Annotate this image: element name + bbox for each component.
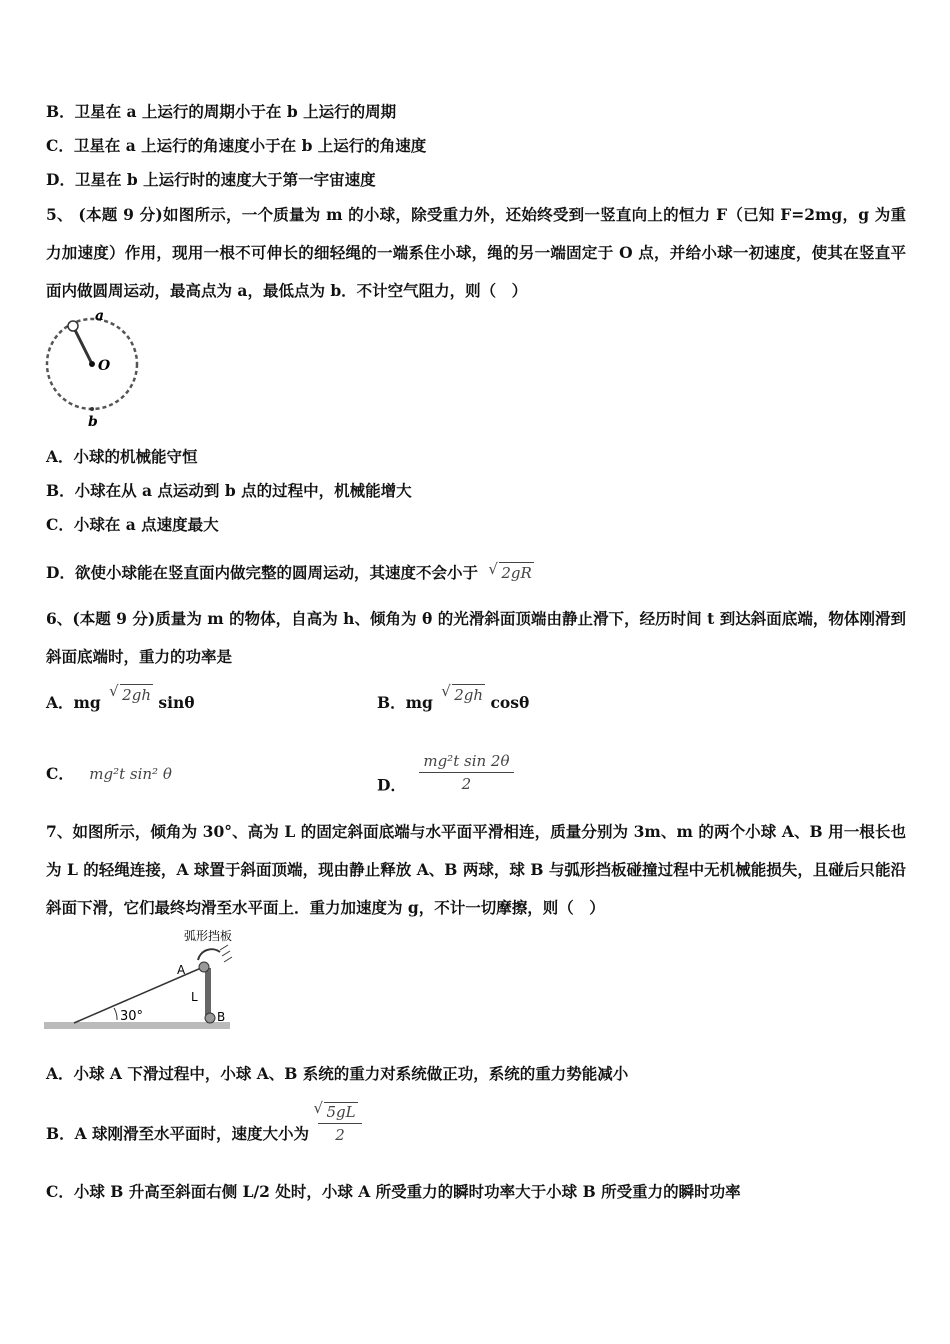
q5-ball [68, 321, 78, 331]
q6-option-d [377, 752, 514, 805]
q5-pivot [89, 361, 95, 367]
q5-option-c: C．小球在 a 点速度最大 [46, 515, 219, 534]
q6-option-c-label: C． [46, 764, 74, 783]
q7-baffle-hatch [224, 957, 232, 962]
q6-option-d-den: 2 [461, 775, 472, 793]
q6-option-d-num: mg²t sin 2θ [419, 752, 513, 773]
q4-option-d: D．卫星在 b 上运行时的速度大于第一宇宙速度 [46, 170, 376, 189]
q5-option-b: B．小球在从 a 点运动到 b 点的过程中，机械能增大 [46, 481, 412, 500]
q6-option-c [46, 764, 172, 784]
q4-option-c: C．卫星在 a 上运行的角速度小于在 b 上运行的角速度 [46, 136, 427, 155]
q7-ball-b [205, 1013, 215, 1023]
q6-option-a-sqrt: √ 2gh [120, 684, 153, 705]
q7-baffle [198, 949, 220, 960]
q7-baffle-hatch [220, 945, 228, 950]
q6-option-b-label: B．mg [377, 693, 433, 712]
q6-option-a [46, 686, 195, 713]
q7-option-b-den: 2 [335, 1126, 345, 1144]
q6-option-b-sqrt: √ 2gh [452, 684, 485, 705]
q5-option-d-expr: √ 2gR [499, 562, 533, 583]
q6-option-d-label: D． [377, 775, 406, 795]
q7-label-angle: 30° [120, 1009, 144, 1024]
q7-option-c: C．小球 B 升高至斜面右侧 L/2 处时，小球 A 所受重力的瞬时功率大于小球 B 所受重力的瞬时功率 [46, 1182, 741, 1201]
q7-option-a: A．小球 A 下滑过程中，小球 A、B 系统的重力对系统做正功，系统的重力势能减小 [46, 1064, 629, 1083]
q5-string [73, 326, 92, 364]
q7-incline-figure [44, 924, 244, 1036]
q7-option-b-num: √ 5gL [324, 1102, 357, 1121]
q7-label-l: L [191, 990, 198, 1004]
q7-stem: 7、如图所示，倾角为 30°、高为 L 的固定斜面底端与水平面平滑相连，质量分别为 3m、m 的两个小球 A、B 用一根长也为 L 的轻绳连接，A 球置于斜面顶端，现由静止释放 A、B 两球，球 B 与弧形挡板碰撞过程中无机械能损失，且碰后只能沿斜面下滑，它们最终均滑至水平面上．重力加速度为 g，不计一切摩擦，则（ ） [46, 822, 906, 917]
q6-option-c-expr: mg²t sin² θ [89, 765, 172, 783]
q5-label-b: b [88, 414, 98, 430]
q7-label-b: B [217, 1010, 226, 1024]
q5-option-d-text: D．欲使小球能在竖直面内做完整的圆周运动，其速度不会小于 [46, 563, 478, 582]
q6-option-a-label: A．mg [46, 693, 101, 712]
q4-option-b: B．卫星在 a 上运行的周期小于在 b 上运行的周期 [46, 102, 397, 121]
q5-option-d [46, 562, 534, 583]
q6-option-a-tail: sinθ [158, 693, 195, 712]
q7-option-b-text: B．A 球刚滑至水平面时，速度大小为 [46, 1124, 310, 1143]
q5-point-b [90, 407, 94, 411]
q5-stem: 5、 (本题 9 分)如图所示，一个质量为 m 的小球，除受重力外，还始终受到一竖直向上的恒力 F（已知 F=2mg，g 为重力加速度）作用，现用一根不可伸长的细轻绳的一端系住小球，绳的另一端固定于 O 点，并给小球一初速度，使其在竖直平面内做圆周运动，最高点为 a，最低点为 b．不计空气阻力，则（ ） [46, 205, 906, 300]
q5-circle-figure [40, 308, 150, 432]
q5-option-a: A．小球的机械能守恒 [46, 447, 198, 466]
q7-option-b [46, 1103, 362, 1154]
q7-label-a: A [177, 963, 186, 977]
q7-label-baffle: 弧形挡板 [184, 929, 233, 943]
q6-stem: 6、(本题 9 分)质量为 m 的物体，自高为 h、倾角为 θ 的光滑斜面顶端由静止滑下，经历时间 t 到达斜面底端，物体刚滑到斜面底端时，重力的功率是 [46, 609, 906, 666]
q5-label-o: O [98, 358, 111, 374]
q7-angle-arc [114, 1008, 117, 1020]
q7-baffle-hatch [222, 951, 230, 956]
q6-option-b-tail: cosθ [490, 693, 530, 712]
q6-option-b [377, 686, 530, 713]
q5-label-a: a [95, 308, 105, 324]
q7-ball-a [199, 962, 209, 972]
